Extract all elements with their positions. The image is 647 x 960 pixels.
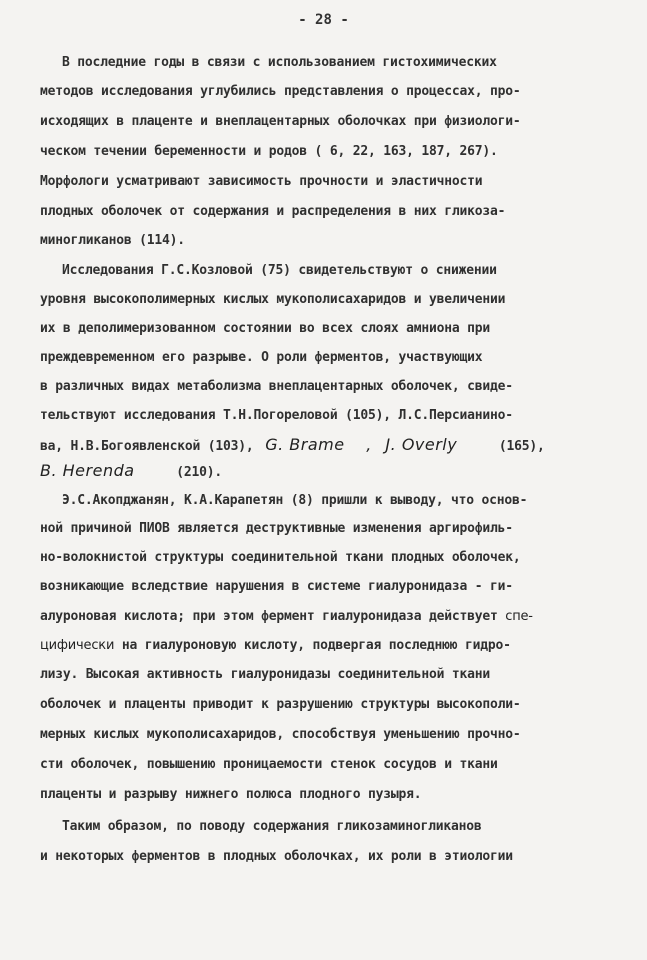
- text-line-28: и некоторых ферментов в плодных оболочках, их роли в этиологии: [40, 849, 513, 864]
- reference-210: (210).: [176, 465, 222, 480]
- text-line-4: ческом течении беременности и родов ( 6, 22, 163, 187, 267).: [40, 144, 498, 159]
- text-line-1: В последние годы в связи с использованием гистохимических: [62, 55, 497, 70]
- text-line-23: оболочек и плаценты приводит к разрушению структуры высокополи-: [40, 697, 521, 712]
- text-line-9: уровня высокополимерных кислых мукополисахаридов и увеличении: [40, 292, 506, 307]
- page-number: - 28 -: [298, 12, 349, 28]
- text-segment: на гиалуроновую кислоту, подвергая последнюю гидро-: [121, 638, 511, 653]
- text-line-2: методов исследования углубились представления о процессах, про-: [40, 84, 521, 99]
- text-line-24: мерных кислых мукополисахаридов, способствуя уменьшению прочно-: [40, 727, 521, 742]
- text-segment: алуроновая кислота; при этом фермент гиалуронидаза действует: [40, 609, 498, 624]
- text-line-14: [40, 436, 600, 456]
- text-line-3: исходящих в плаценте и внеплацентарных оболочках при физиологи-: [40, 114, 521, 129]
- handwritten-author-brame: G. Brame: [265, 435, 345, 454]
- text-line-8: Исследования Г.С.Козловой (75) свидетельствуют о снижении: [62, 263, 497, 278]
- inserted-word-start: спе-: [505, 609, 533, 624]
- text-line-11: преждевременном его разрыве. О роли ферментов, участвующих: [40, 350, 483, 365]
- text-line-19: возникающие вследствие нарушения в системе гиалуронидаза - ги-: [40, 579, 513, 594]
- text-line-25: сти оболочек, повышению проницаемости стенок сосудов и ткани: [40, 757, 498, 772]
- handwritten-author-overly: J. Overly: [385, 435, 458, 454]
- text-line-17: ной причиной ПИОВ является деструктивные изменения аргирофиль-: [40, 521, 513, 536]
- text-line-15: [40, 462, 600, 482]
- text-line-10: их в деполимеризованном состоянии во всех слоях амниона при: [40, 321, 490, 336]
- text-line-18: но-волокнистой структуры соединительной ткани плодных оболочек,: [40, 550, 521, 565]
- inserted-word-end: цифически: [40, 638, 115, 653]
- text-line-21: [40, 637, 600, 655]
- text-line-7: миногликанов (114).: [40, 233, 185, 248]
- text-line-5: Морфологи усматривают зависимость прочности и эластичности: [40, 174, 483, 189]
- text-line-22: лизу. Высокая активность гиалуронидазы соединительной ткани: [40, 667, 490, 682]
- text-segment: вa, Н.В.Богоявленской (103),: [40, 439, 254, 454]
- text-line-16: Э.С.Акопджанян, К.А.Карапетян (8) пришли к выводу, что основ-: [62, 493, 528, 508]
- text-line-26: плаценты и разрыву нижнего полюса плодного пузыря.: [40, 787, 422, 802]
- text-line-27: Таким образом, по поводу содержания гликозаминогликанов: [62, 819, 482, 834]
- handwritten-author-herenda: B. Herenda: [40, 461, 135, 480]
- text-line-12: в различных видах метаболизма внеплацентарных оболочек, свиде-: [40, 379, 513, 394]
- handwritten-comma: ,: [366, 435, 372, 454]
- text-line-6: плодных оболочек от содержания и распределения в них гликоза-: [40, 204, 506, 219]
- reference-165: (165),: [498, 439, 545, 454]
- text-line-13: тельствуют исследования Т.Н.Погорeловой (105), Л.С.Персианино-: [40, 408, 513, 423]
- text-line-20: [40, 608, 640, 626]
